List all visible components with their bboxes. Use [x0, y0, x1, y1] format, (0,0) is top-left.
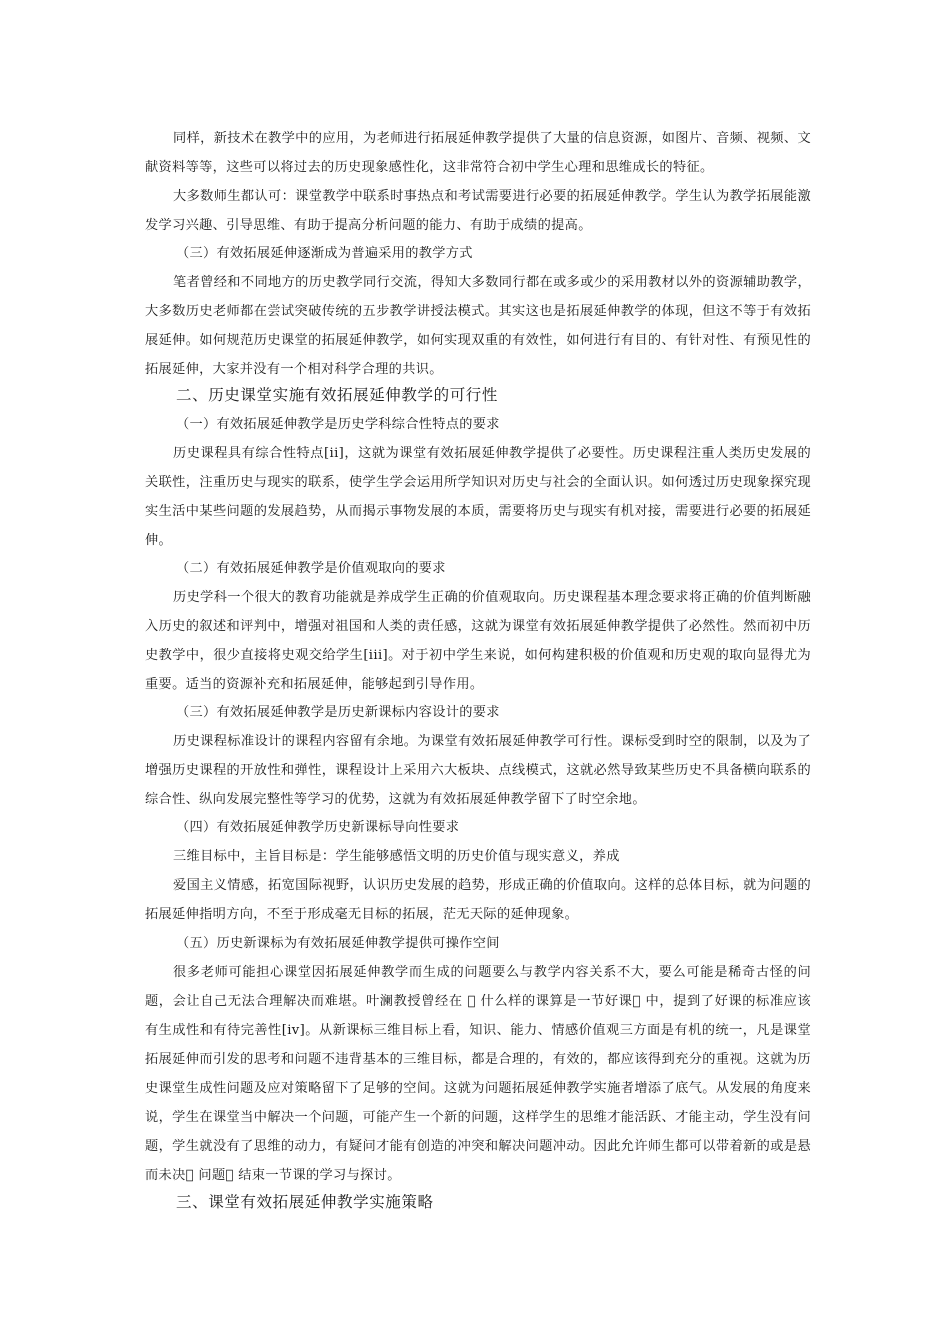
subsection-heading: （一）有效拓展延伸教学是历史学科综合性特点的要求 — [176, 417, 500, 432]
paragraph: 历史课程具有综合性特点[ii]，这就为课堂有效拓展延伸教学提供了必要性。历史课程注重人类历史发展的关联性，注重历史与现实的联系，使学生学会运用所学知识对历史与社会的全面认识。如何透过历史现象探究现实生活中某些问题的发展趋势，从而揭示事物发展的本质，需要将历史与现实有机对接，需要进行必要的拓展延伸。 — [145, 446, 811, 548]
paragraph: 笔者曾经和不同地方的历史教学同行交流，得知大多数同行都在或多或少的采用教材以外的资源辅助教学，大多数历史老师都在尝试突破传统的五步教学讲授法模式。其实这也是拓展延伸教学的体现，但这不等于有效拓展延伸。如何规范历史课堂的拓展延伸教学，如何实现双重的有效性，如何进行有目的、有针对性、有预见性的拓展延伸，大家并没有一个相对科学合理的共识。 — [145, 275, 811, 377]
paragraph: 历史课程标准设计的课程内容留有余地。为课堂有效拓展延伸教学可行性。课标受到时空的限制，以及为了增强历史课程的开放性和弹性，课程设计上采用六大板块、点线模式，这就必然导致某些历史不具备横向联系的综合性、纵向发展完整性等学习的优势，这就为有效拓展延伸教学留下了时空余地。 — [145, 734, 811, 807]
subsection-heading: （二）有效拓展延伸教学是价值观取向的要求 — [176, 561, 446, 576]
paragraph: 三维目标中，主旨目标是：学生能够感悟文明的历史价值与现实意义，养成 — [173, 849, 620, 864]
section-heading: 三、课堂有效拓展延伸教学实施策略 — [176, 1193, 434, 1211]
subsection-heading: （三）有效拓展延伸逐渐成为普遍采用的教学方式 — [176, 246, 473, 261]
paragraph: 大多数师生都认可：课堂教学中联系时事热点和考试需要进行必要的拓展延伸教学。学生认为教学拓展能激发学习兴趣、引导思维、有助于提高分析问题的能力、有助于成绩的提高。 — [145, 189, 811, 233]
subsection-heading: （四）有效拓展延伸教学历史新课标导向性要求 — [176, 820, 460, 835]
subsection-heading: （五）历史新课标为有效拓展延伸教学提供可操作空间 — [176, 936, 500, 951]
paragraph: 爱国主义情感，拓宽国际视野，认识历史发展的趋势，形成正确的价值取向。这样的总体目标，就为问题的拓展延伸指明方向，不至于形成毫无目标的拓展，茫无天际的延伸现象。 — [145, 878, 811, 922]
subsection-heading: （三）有效拓展延伸教学是历史新课标内容设计的要求 — [176, 705, 500, 720]
paragraph: 很多老师可能担心课堂因拓展延伸教学而生成的问题要么与教学内容关系不大，要么可能是稀奇古怪的问题，会让自己无法合理解决而难堪。叶澜教授曾经在   什么样的课算是一节好课  中，提到了好课的标准应该有生成性和有待完善性[iv]。从新课标三维目标上看，知识、能力、情感价值观三方面是有机的统一，凡是课堂拓展延伸而引发的思考和问题不违背基本的三维目标，都是合理的，有效的，都应该得到充分的重视。这就为历史课堂生成性问题及应对策略留下了足够的空间。这就为问题拓展延伸教学实施者增添了底气。从发展的角度来说，学生在课堂当中解决一个问题，可能产生一个新的问题，这样学生的思维才能活跃、才能主动，学生没有问题，学生就没有了思维的动力，有疑问才能有创造的冲突和解决问题冲动。因此允许师生都可以带着新的或是悬而未决  问题  结束一节课的学习与探讨。 — [145, 965, 811, 1183]
paragraph: 同样，新技术在教学中的应用，为老师进行拓展延伸教学提供了大量的信息资源，如图片、音频、视频、文献资料等等，这些可以将过去的历史现象感性化，这非常符合初中学生心理和思维成长的特征。 — [145, 131, 811, 175]
section-heading: 二、历史课堂实施有效拓展延伸教学的可行性 — [176, 386, 499, 404]
paragraph: 历史学科一个很大的教育功能就是养成学生正确的价值观取向。历史课程基本理念要求将正确的价值判断融入历史的叙述和评判中，增强对祖国和人类的责任感，这就为课堂有效拓展延伸教学提供了必然性。然而初中历史教学中，很少直接将史观交给学生[iii]。对于初中学生来说，如何构建积极的价值观和历史观的取向显得尤为重要。适当的资源补充和拓展延伸，能够起到引导作用。 — [145, 590, 811, 692]
